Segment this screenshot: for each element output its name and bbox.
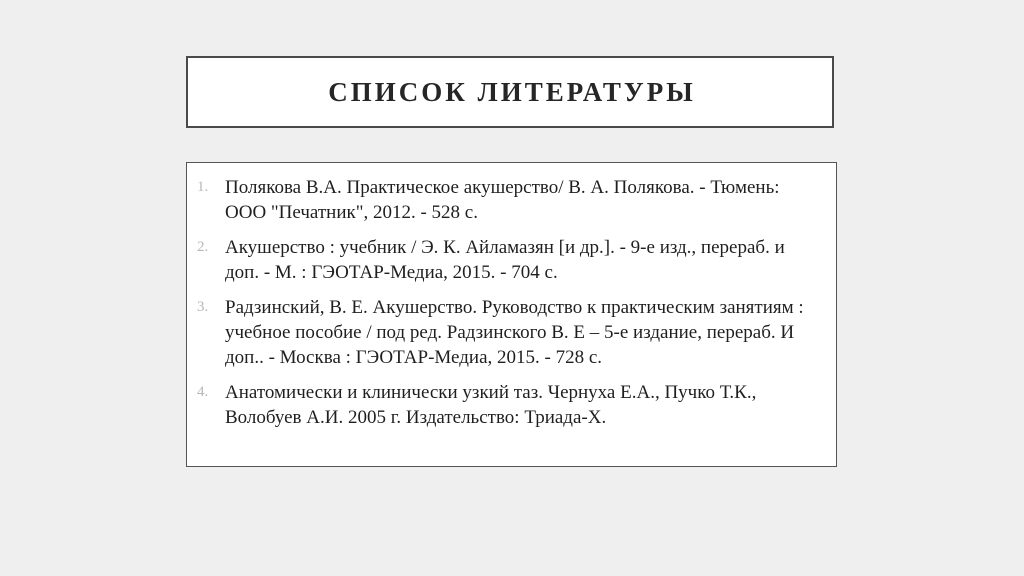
- reference-text: Акушерство : учебник / Э. К. Айламазян [и др.]. - 9-е изд., перераб. и доп. - М. : ГЭОТАР-Медиа, 2015. - 704 с.: [225, 237, 785, 283]
- reference-item: [197, 235, 822, 285]
- reference-number: 3.: [197, 299, 209, 315]
- reference-item: [197, 295, 822, 370]
- reference-item: [197, 380, 822, 430]
- slide-title: СПИСОК ЛИТЕРАТУРЫ: [328, 76, 696, 107]
- reference-number: 1.: [197, 179, 209, 195]
- references-list: [197, 175, 822, 430]
- references-box: [186, 162, 837, 467]
- reference-text: Полякова В.А. Практическое акушерство/ В. А. Полякова. - Тюмень: ООО "Печатник", 2012. - 528 с.: [225, 177, 780, 223]
- reference-number: 2.: [197, 239, 209, 255]
- reference-text: Радзинский, В. Е. Акушерство. Руководство к практическим занятиям : учебное пособие / под ред. Радзинского В. Е – 5-е издание, перераб. И доп.. - Москва : ГЭОТАР-Медиа, 2015. - 728 с.: [225, 297, 804, 368]
- reference-number: 4.: [197, 384, 209, 400]
- title-box: [186, 56, 834, 128]
- reference-item: [197, 175, 822, 225]
- reference-text: Анатомически и клинически узкий таз. Чернуха Е.А., Пучко Т.К., Волобуев А.И. 2005 г. Издательство: Триада-Х.: [225, 382, 757, 428]
